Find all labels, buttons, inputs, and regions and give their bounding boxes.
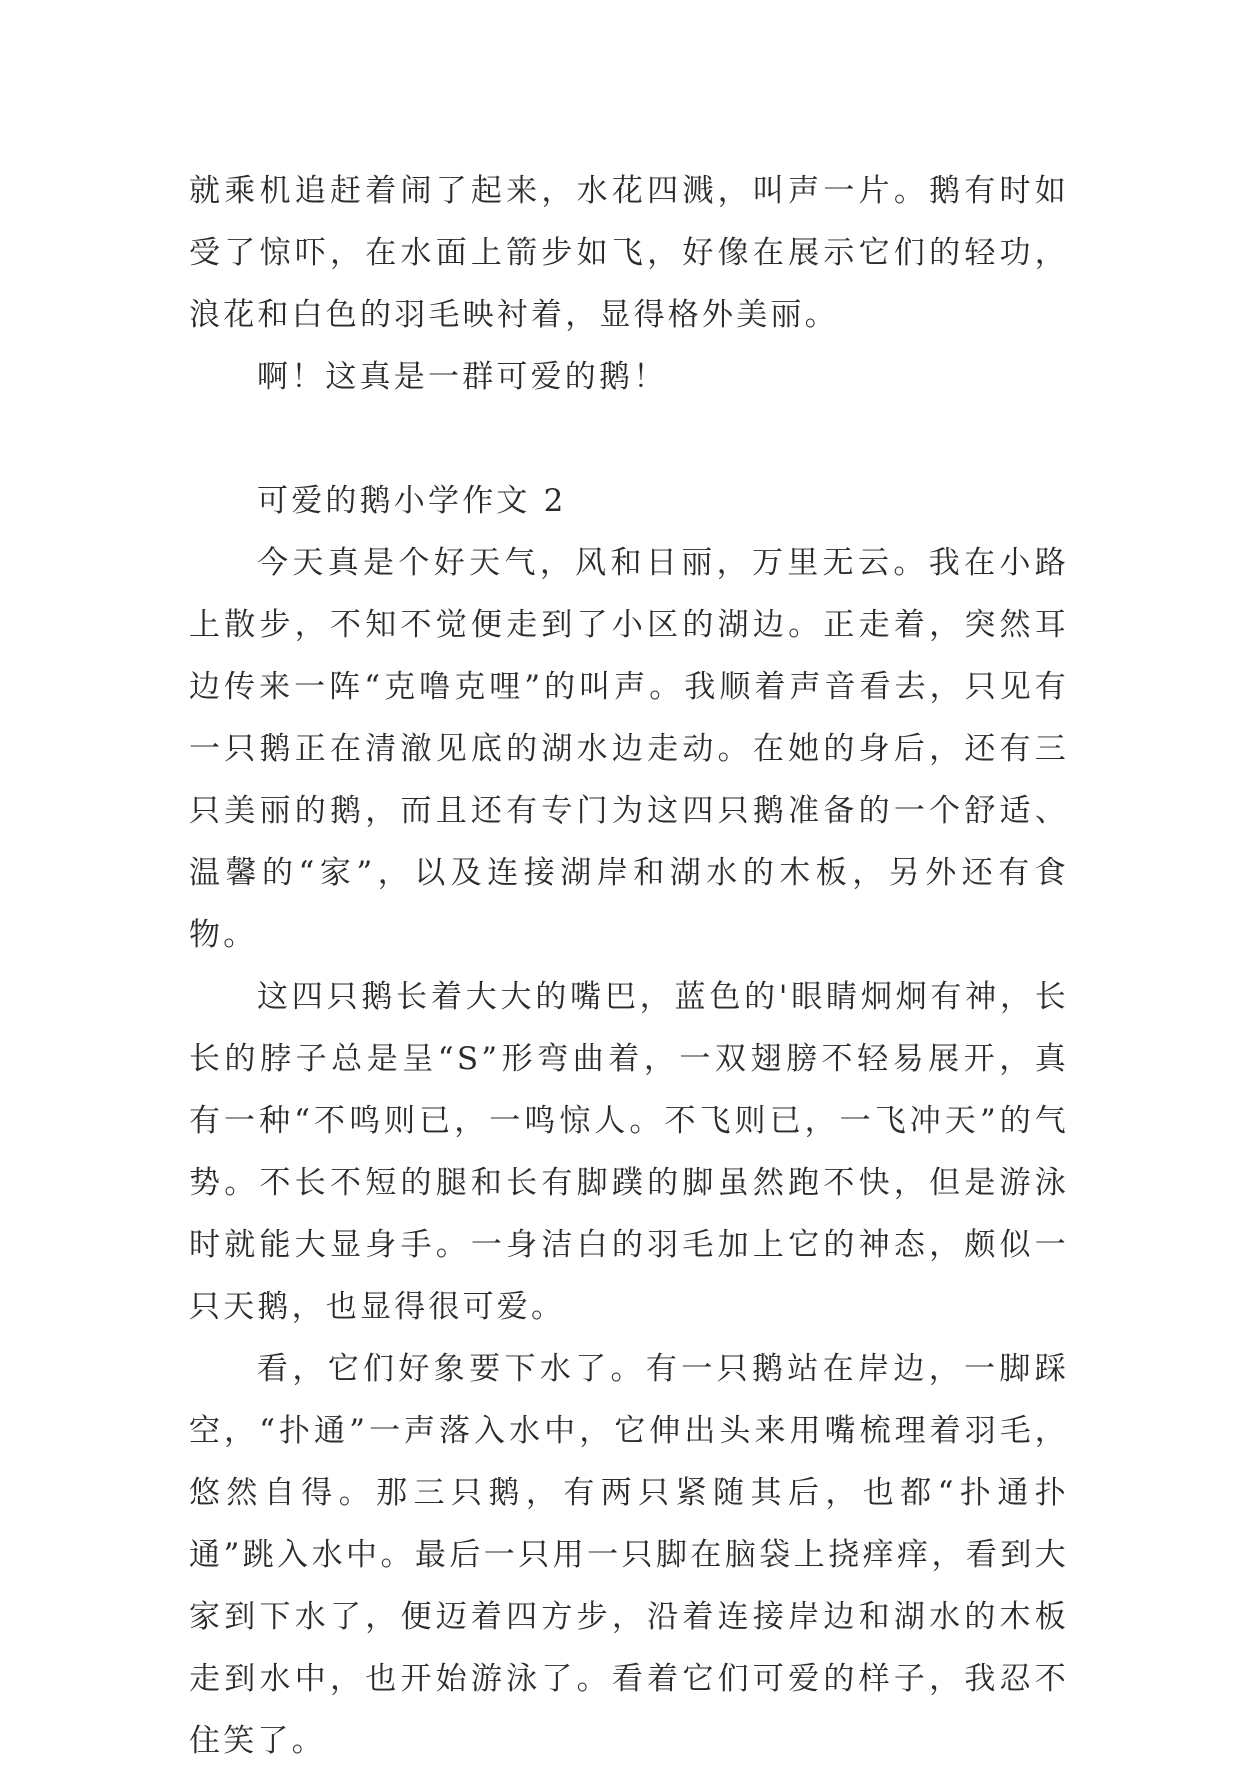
paragraph-continuation: 就乘机追赶着闹了起来，水花四溅，叫声一片。鹅有时如受了惊吓，在水面上箭步如飞，好像在展示它们的轻功，浪花和白色的羽毛映衬着，显得格外美丽。 [189,173,1069,333]
paragraph-intro: 今天真是个好天气，风和日丽，万里无云。我在小路上散步，不知不觉便走到了小区的湖边。正走着，突然耳边传来一阵“克噜克哩”的叫声。我顺着声音看去，只见有一只鹅正在清澈见底的湖水边走动。在她的身后，还有三只美丽的鹅，而且还有专门为这四只鹅准备的一个舒适、温馨的“家”，以及连接湖岸和湖水的木板，另外还有食物。 [189,545,1069,953]
paragraph-exclamation: 啊！这真是一群可爱的鹅！ [257,359,668,395]
paragraph-swimming: 看，它们好象要下水了。有一只鹅站在岸边，一脚踩空，“扑通”一声落入水中，它伸出头来用嘴梳理着羽毛，悠然自得。那三只鹅，有两只紧随其后，也都“扑通扑通”跳入水中。最后一只用一只脚在脑袋上挠痒痒，看到大家到下水了，便迈着四方步，沿着连接岸边和湖水的木板走到水中，也开始游泳了。看着它们可爱的样子，我忍不住笑了。 [189,1351,1069,1759]
section-spacer [189,408,1069,470]
paragraph-description: 这四只鹅长着大大的嘴巴，蓝色的'眼睛炯炯有神，长长的脖子总是呈“S”形弯曲着，一双翅膀不轻易展开，真有一种“不鸣则已，一鸣惊人。不飞则已，一飞冲天”的气势。不长不短的腿和长有脚蹼的脚虽然跑不快，但是游泳时就能大显身手。一身洁白的羽毛加上它的神态，颇似一只天鹅，也显得很可爱。 [189,979,1069,1325]
article-body [189,160,1069,1772]
section-heading: 可爱的鹅小学作文 2 [257,483,567,519]
